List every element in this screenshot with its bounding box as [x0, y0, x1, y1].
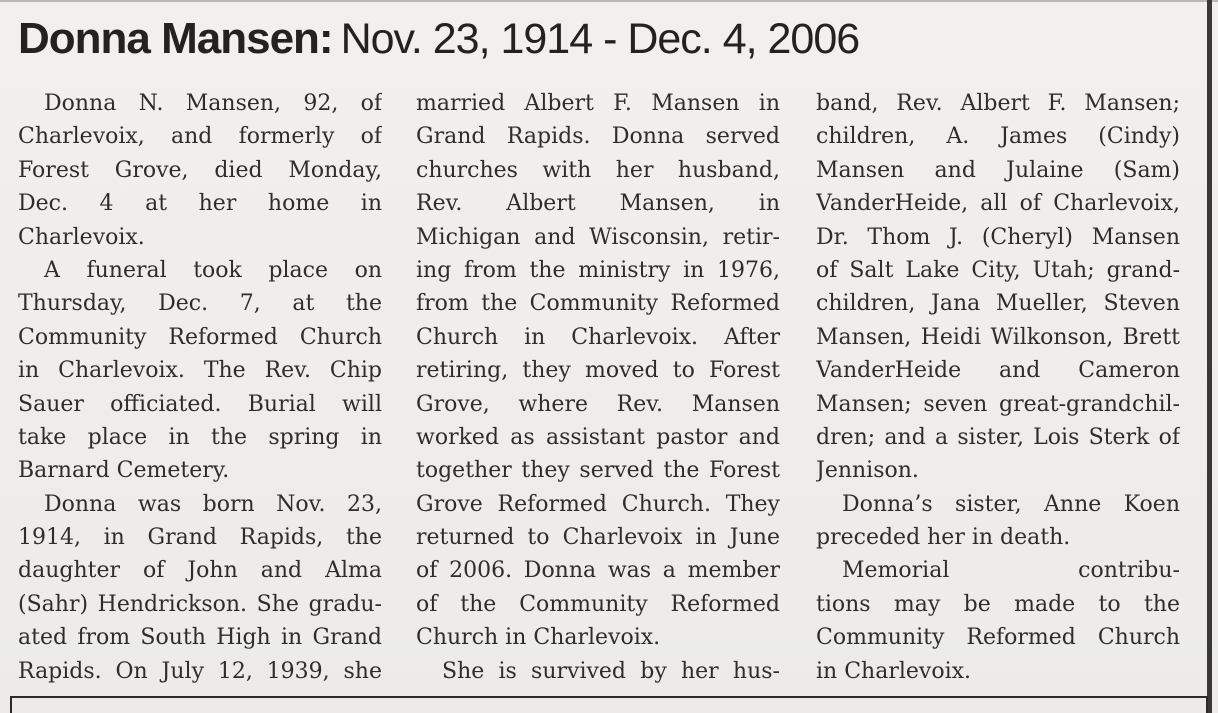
article-text-line: retiring, they moved to Forest	[416, 358, 780, 384]
article-text-line: together they served the Forest	[416, 458, 780, 484]
article-text-line: from the Community Reformed	[416, 291, 780, 317]
top-rule	[0, 0, 1218, 2]
article-text-line: VanderHeide and Cameron	[816, 358, 1180, 384]
article-text-line: Charlevoix.	[18, 224, 145, 250]
article-text-line: Church in Charlevoix. After	[416, 324, 780, 350]
article-text-line: of the Community Reformed	[416, 591, 780, 617]
headline-name: Donna Mansen:	[18, 14, 333, 63]
article-column-3	[816, 87, 1180, 687]
article-text-line: Donna N. Mansen, 92, of	[44, 91, 382, 116]
article-text-line: VanderHeide, all of Charlevoix,	[816, 191, 1180, 217]
article-text-line: Community Reformed Church	[816, 625, 1180, 651]
article-text-line: Church in Charlevoix.	[416, 625, 661, 651]
right-column-rule	[1207, 0, 1212, 713]
article-text-line: A funeral took place on	[44, 257, 382, 283]
article-text-line: of 2006. Donna was a member	[416, 558, 780, 584]
article-text-line: Memorial contribu-	[842, 558, 1180, 584]
article-text-line: churches with her husband,	[416, 157, 780, 183]
article-column-2	[416, 87, 780, 687]
article-text-line: Grand Rapids. Donna served	[416, 124, 780, 150]
article-text-line: tions may be made to the	[816, 591, 1180, 617]
article-text-line: Charlevoix, and formerly of	[18, 124, 382, 150]
article-text-line: take place in the spring in	[18, 424, 382, 450]
article-text-line: ing from the ministry in 1976,	[416, 257, 780, 283]
article-text-line: daughter of John and Alma	[18, 558, 382, 584]
obituary-headline	[18, 10, 1198, 68]
article-text-line: Community Reformed Church	[18, 324, 382, 350]
article-text-line: Michigan and Wisconsin, retir-	[416, 224, 780, 250]
next-article-border	[10, 696, 1208, 713]
article-text-line: Mansen; seven great-grandchil-	[816, 391, 1180, 417]
article-text-line: Mansen and Julaine (Sam)	[816, 157, 1180, 183]
article-text-line: Grove Reformed Church. They	[416, 491, 780, 517]
article-text-line: preceded her in death.	[816, 525, 1071, 551]
article-text-line: in Charlevoix. The Rev. Chip	[18, 358, 382, 384]
headline-dates: Nov. 23, 1914 - Dec. 4, 2006	[340, 15, 860, 63]
article-text-line: dren; and a sister, Lois Sterk of	[816, 424, 1180, 450]
article-text-line: She is survived by her hus-	[442, 658, 780, 684]
article-text-line: Grove, where Rev. Mansen	[416, 391, 780, 417]
article-text-line: Mansen, Heidi Wilkonson, Brett	[816, 324, 1180, 350]
article-text-line: children, Jana Mueller, Steven	[816, 291, 1180, 317]
article-text-line: Thursday, Dec. 7, at the	[18, 291, 382, 317]
article-text-line: (Sahr) Hendrickson. She gradu-	[18, 591, 382, 617]
article-text-line: of Salt Lake City, Utah; grand-	[816, 257, 1180, 283]
article-text-line: Donna’s sister, Anne Koen	[842, 491, 1180, 517]
article-text-line: Rapids. On July 12, 1939, she	[18, 658, 382, 684]
article-text-line: band, Rev. Albert F. Mansen;	[816, 91, 1180, 116]
article-text-line: Rev. Albert Mansen, in	[416, 191, 780, 217]
article-text-line: in Charlevoix.	[816, 658, 971, 684]
article-text-line: returned to Charlevoix in June	[416, 525, 780, 551]
article-column-1	[18, 87, 382, 687]
article-text-line: Jennison.	[816, 458, 919, 484]
article-text-line: 1914, in Grand Rapids, the	[18, 525, 382, 551]
article-text-line: Dr. Thom J. (Cheryl) Mansen	[816, 224, 1180, 250]
article-text-line: worked as assistant pastor and	[416, 424, 780, 450]
article-text-line: Donna was born Nov. 23,	[44, 491, 382, 517]
article-text-line: Forest Grove, died Monday,	[18, 157, 382, 183]
article-text-line: Dec. 4 at her home in	[18, 191, 382, 217]
article-text-line: married Albert F. Mansen in	[416, 91, 780, 116]
article-text-line: Barnard Cemetery.	[18, 458, 230, 484]
article-text-line: Sauer officiated. Burial will	[18, 391, 382, 417]
article-text-line: ated from South High in Grand	[18, 625, 382, 651]
article-text-line: children, A. James (Cindy)	[816, 124, 1180, 150]
